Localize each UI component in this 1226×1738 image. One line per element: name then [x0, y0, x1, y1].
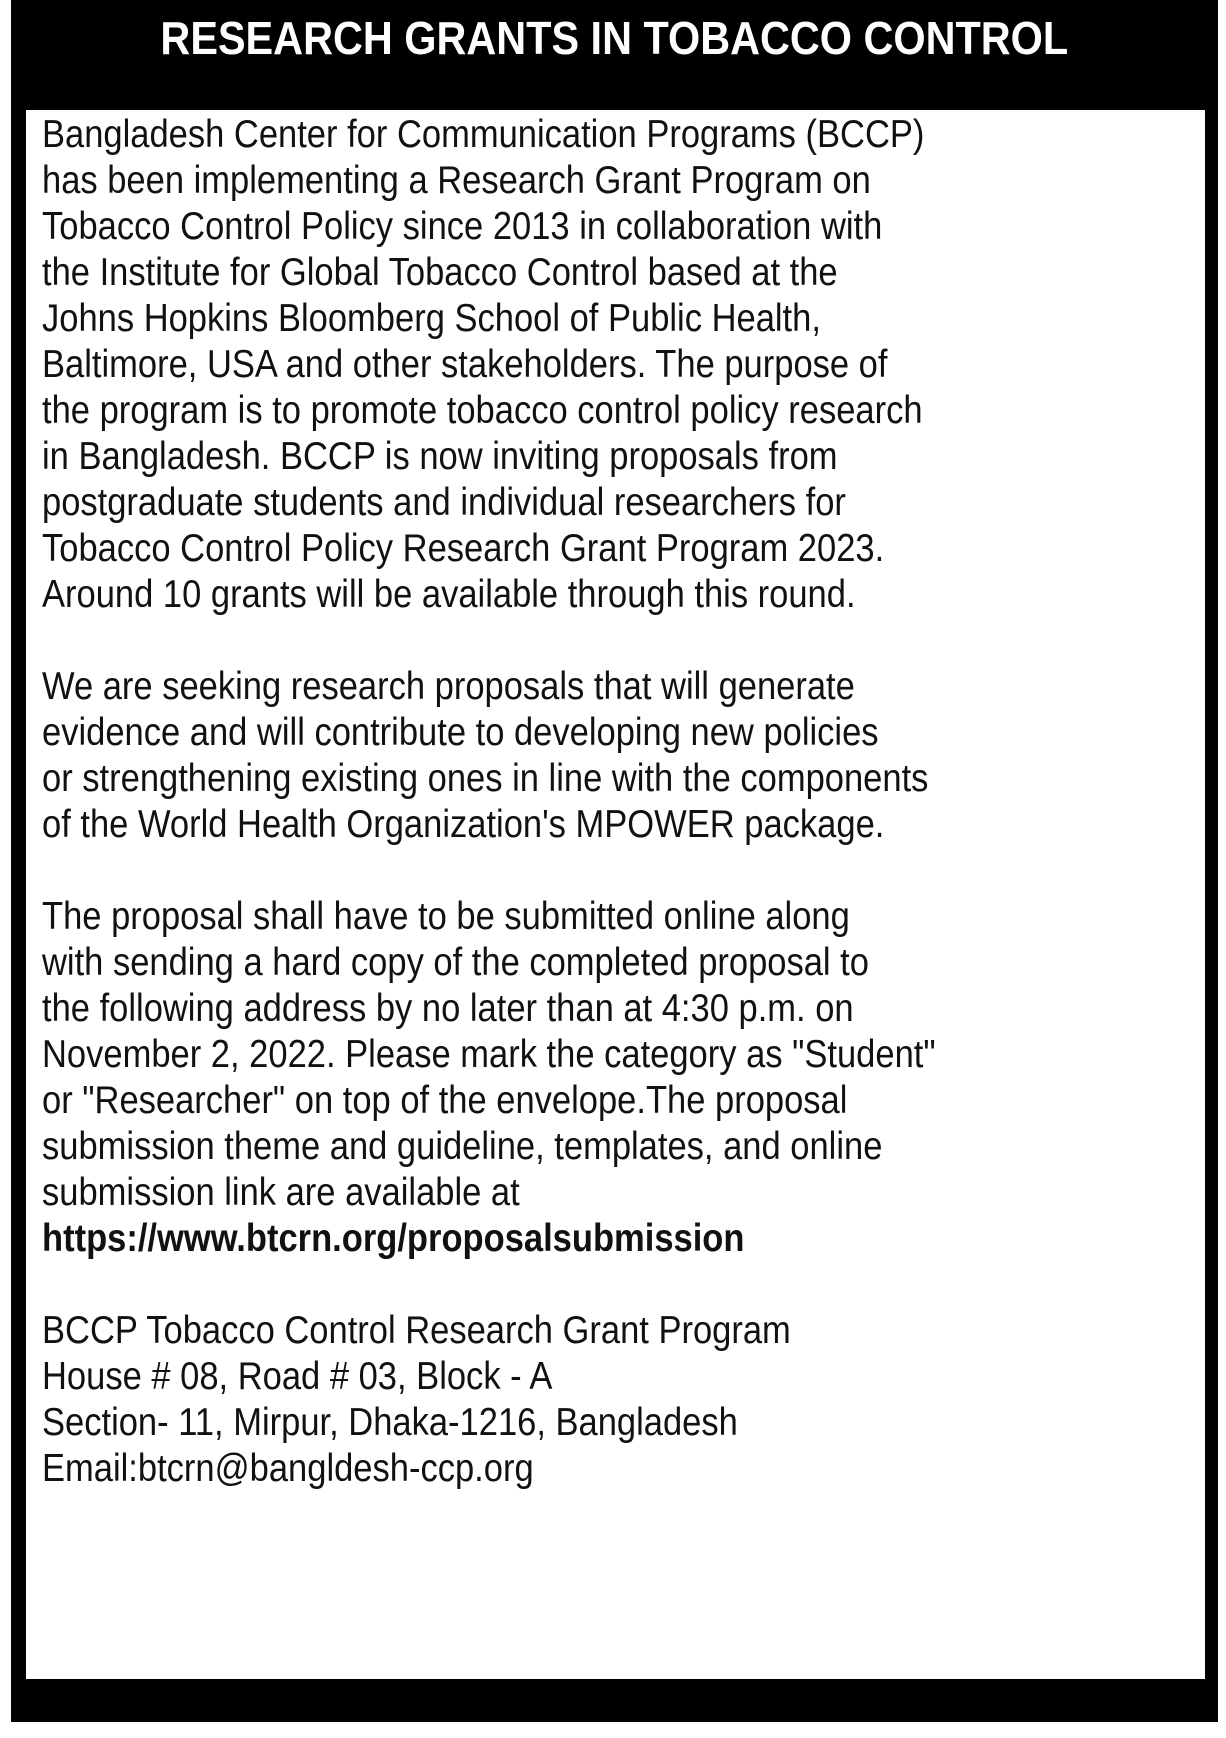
- text-line: evidence and will contribute to developing new policies: [42, 711, 879, 754]
- text-line: has been implementing a Research Grant Program on: [42, 159, 871, 202]
- page-title: RESEARCH GRANTS IN TOBACCO CONTROL: [160, 11, 1069, 64]
- text-line: the following address by no later than at 4:30 p.m. on: [42, 987, 854, 1030]
- text-line: the Institute for Global Tobacco Control based at the: [42, 251, 838, 294]
- text-line: Johns Hopkins Bloomberg School of Public Health,: [42, 297, 821, 340]
- text-line: postgraduate students and individual researchers for: [42, 481, 846, 524]
- text-line: in Bangladesh. BCCP is now inviting proposals from: [42, 435, 838, 478]
- text-line: We are seeking research proposals that will generate: [42, 665, 855, 708]
- paragraph-intro: [42, 112, 1193, 618]
- address-city: Section- 11, Mirpur, Dhaka-1216, Bangladesh: [42, 1401, 738, 1444]
- text-line: submission theme and guideline, templates, and online: [42, 1125, 883, 1168]
- text-line: or "Researcher" on top of the envelope.The proposal: [42, 1079, 848, 1122]
- paragraph-objectives: [42, 664, 1193, 848]
- address-org: BCCP Tobacco Control Research Grant Program: [42, 1309, 791, 1352]
- text-line: with sending a hard copy of the completed proposal to: [42, 941, 869, 984]
- submission-link[interactable]: https://www.btcrn.org/proposalsubmission: [42, 1217, 745, 1260]
- advertisement-frame: [11, 0, 1218, 1722]
- text-line: The proposal shall have to be submitted online along: [42, 895, 850, 938]
- text-line: or strengthening existing ones in line with the components: [42, 757, 929, 800]
- address-email: Email:btcrn@bangldesh-ccp.org: [42, 1447, 534, 1490]
- header-band: [11, 0, 1218, 110]
- text-line: Bangladesh Center for Communication Programs (BCCP): [42, 113, 925, 156]
- text-line: Tobacco Control Policy since 2013 in collaboration with: [42, 205, 883, 248]
- text-line: Baltimore, USA and other stakeholders. The purpose of: [42, 343, 888, 386]
- text-line: the program is to promote tobacco control policy research: [42, 389, 923, 432]
- paragraph-submission: [42, 894, 1193, 1262]
- text-line: Tobacco Control Policy Research Grant Program 2023.: [42, 527, 885, 570]
- text-line: Around 10 grants will be available through this round.: [42, 573, 856, 616]
- text-line: November 2, 2022. Please mark the category as "Student": [42, 1033, 936, 1076]
- notice-body: [42, 112, 1193, 1538]
- address-street: House # 08, Road # 03, Block - A: [42, 1355, 553, 1398]
- text-line: submission link are available at: [42, 1171, 520, 1214]
- text-line: of the World Health Organization's MPOWER package.: [42, 803, 885, 846]
- address-block: [42, 1308, 1193, 1492]
- content-panel: [26, 110, 1205, 1679]
